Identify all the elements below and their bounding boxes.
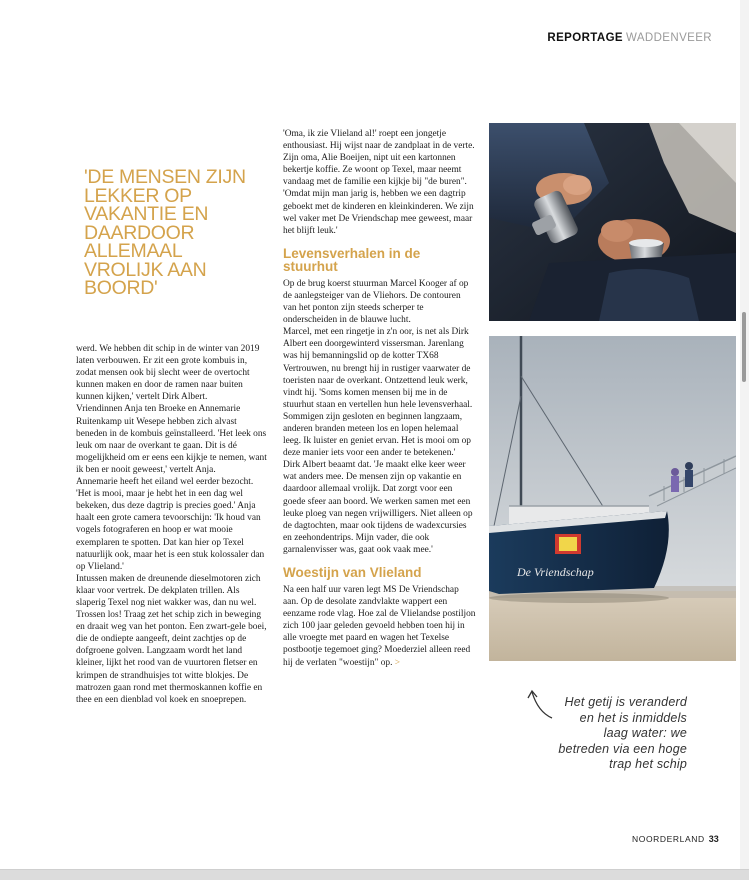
photo-ship-on-beach [489,336,736,661]
thermos-photo-image [489,123,736,321]
subsection-label: WADDENVEER [626,32,712,44]
caption-arrow-icon [526,686,556,722]
scrollbar-track[interactable] [740,0,749,880]
pull-quote: 'DE MENSEN ZIJN LEKKER OP VAKANTIE EN DAARDOOR ALLEMAAL VROLIJK AAN BOORD' [84,166,246,299]
body-paragraph: 'Oma, ik zie Vlieland al!' roept een jongetje enthousiast. Hij wijst naar de zandplaat in de verte. Zijn oma, Alie Boeijen, nipt uit een kartonnen bekertje koffie. Ze woont op Texel, maar neemt vandaag met de familie een kijkje bij "de buren". 'Omdat mijn man jarig is, hebben we een dagtrip geboekt met de kinderen en kleinkinderen. We zijn wel vaker met De Vriendschap mee geweest, maar het blijft leuk.' [283,129,475,236]
body-paragraph: werd. We hebben dit schip in de winter van 2019 laten verbouwen. Er zit een grote kombuis in, zodat mensen ook bij slecht weer de overtocht kunnen maken en door de ramen naar buiten kunnen kijken,' vertelt Dirk Albert. [76,344,260,403]
ship-photo-image [489,336,736,661]
text-column-middle [283,128,476,669]
section-label: REPORTAGE [547,32,623,44]
body-paragraph: Dirk Albert beaamt dat. 'Je maakt elke keer weer wat anders mee. De mensen zijn op vakantie en daardoor allemaal vrolijk. Dat zorgt voor een goede sfeer aan boord. We werken samen met een leuke ploeg van negen vrijwilligers. Niet alleen op de dagtochten, maar ook tijdens de wadexcursies en zeehondentrips. Mijn vader, die ook garnalenvisser was, gaat ook vaak mee.' [283,460,473,555]
photo-coffee-thermos [489,123,736,321]
photo-caption: Het getij is veranderd en het is inmiddels laag water: we betreden via een hoge trap het schip [558,695,687,771]
page-number: 33 [708,834,719,844]
subheading-stuurhut: Levensverhalen in de stuurhut [283,245,421,274]
section-header [547,32,712,44]
body-paragraph: Vriendinnen Anja ten Broeke en Annemarie Ruitenkamp uit Wesepe hebben zich alvast beneden in de kombuis geïnstalleerd. 'Het leek ons leuk om naar de overkant te gaan. Dit is dé mogelijkheid om er eens een kijkje te nemen, want ik ben er nooit geweest,' vertelt Anja. [76,404,267,475]
next-page-edge [0,869,749,880]
body-paragraph [283,584,476,669]
text-column-left [76,343,269,706]
magazine-name: NOORDERLAND [632,834,705,844]
body-paragraph: Intussen maken de dreunende dieselmotoren zich klaar voor vertrek. De dekplaten trillen. Als slaperig Texel nog niet wakker was, dan nu wel. Trossen los! Traag zet het schip zich in beweging en draait weg van het ponton. Een zwart-gele boei, die de ondiepte aangeeft, deint zachtjes op de dofgroene golven. Langzaam wordt het land kleiner, lijkt het rood van de vuurtoren fletser en krimpen de strandhuisjes tot witte blokjes. De matrozen gaan rond met thermoskannen koffie en thee en een dienblad vol koek en snoeprepen. [76,573,267,705]
scrollbar-thumb[interactable] [742,312,746,382]
page-footer [632,834,719,844]
body-text: Na een half uur varen legt MS De Vriendschap aan. Op de desolate zandvlakte wappert een eenzame rode vlag. Hoe zal de Vlielandse postiljon zich 100 jaar geleden gevoeld hebben toen hij in alle vroegte met paard en wagen het Texelse postbootje tegemoet ging? Moederziel alleen reed hij de verlaten "woestijn" op. [283,585,476,668]
ship-name-label: De Vriendschap [517,565,594,579]
body-paragraph: Op de brug koerst stuurman Marcel Kooger af op de aanlegsteiger van de Vliehors. De contouren van het ponton zijn steeds scherper te onderscheiden in de blauwe lucht. [283,278,469,326]
body-paragraph: Annemarie heeft het eiland wel eerder bezocht. 'Het is mooi, maar je hebt het in een dag wel bekeken, dus deze dagtrip is precies goed.' Anja haalt een grote camera tevoorschijn: 'Ik houd van vogels fotograferen en hoop er wat mooie exemplaren te spotten. Dat kan hier op Texel natuurlijk ook, maar het is een stuk kolossaler dan op Vlieland.' [76,477,265,572]
body-paragraph: Marcel, met een ringetje in z'n oor, is net als Dirk Albert een doorgewinterd vissersman. Jarenlang was hij bemanningslid op de kotter TX68 Vertrouwen, nu brengt hij in rustiger vaarwater de toeristen naar de overkant. Ontzettend leuk werk, vindt hij. 'Soms komen mensen bij me in de stuurhut staan en vertellen hun hele levensverhaal. Sommigen zijn gesloten en beginnen langzaam, anderen branden meteen los en lopen helemaal leeg. Ik luister en geniet ervan. Het is mooi om op deze manier iets voor een ander te betekenen.' [283,327,473,459]
continue-marker: > [394,657,401,668]
subheading-woestijn: Woestijn van Vlieland [283,565,422,580]
